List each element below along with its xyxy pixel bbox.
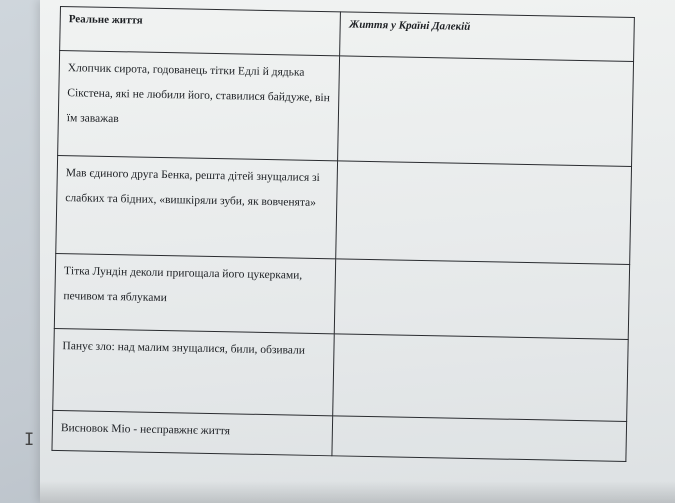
row-2-far-away-cell[interactable] [336, 161, 631, 265]
header-far-away-life: Життя у Країні Далекій [340, 12, 634, 62]
page-shadow [40, 481, 675, 503]
row-1-real-life-cell: Хлопчик сирота, годованець тітки Едлі й дядька Сікстена, які не любили його, ставилися байдуже, він їм заважав [58, 51, 340, 161]
comparison-table [51, 6, 634, 462]
text-cursor-icon: I [24, 430, 35, 450]
table-row [56, 155, 632, 264]
table-row [58, 51, 634, 167]
row-3-far-away-cell[interactable] [335, 259, 630, 340]
row-3-real-life-cell: Тітка Лундін деколи пригощала його цукерками, печивом та яблуками [54, 253, 336, 333]
row-4-far-away-cell[interactable] [333, 334, 628, 422]
row-2-real-life-cell: Мав єдиного друга Бенка, решта дітей знущалися зі слабких та бідних, «вишкіряли зуби, як вовченята» [56, 155, 338, 258]
table-row [53, 328, 628, 421]
header-real-life: Реальне життя [60, 7, 341, 56]
table-row [54, 253, 629, 339]
row-1-far-away-cell[interactable] [338, 56, 634, 167]
row-5-far-away-cell[interactable] [332, 416, 626, 462]
row-5-real-life-cell: Висновок Міо - несправжнє життя [52, 410, 333, 455]
row-4-real-life-cell: Панує зло: над малим знущалися, били, обзивали [53, 328, 335, 415]
comparison-table-wrapper [51, 6, 640, 497]
